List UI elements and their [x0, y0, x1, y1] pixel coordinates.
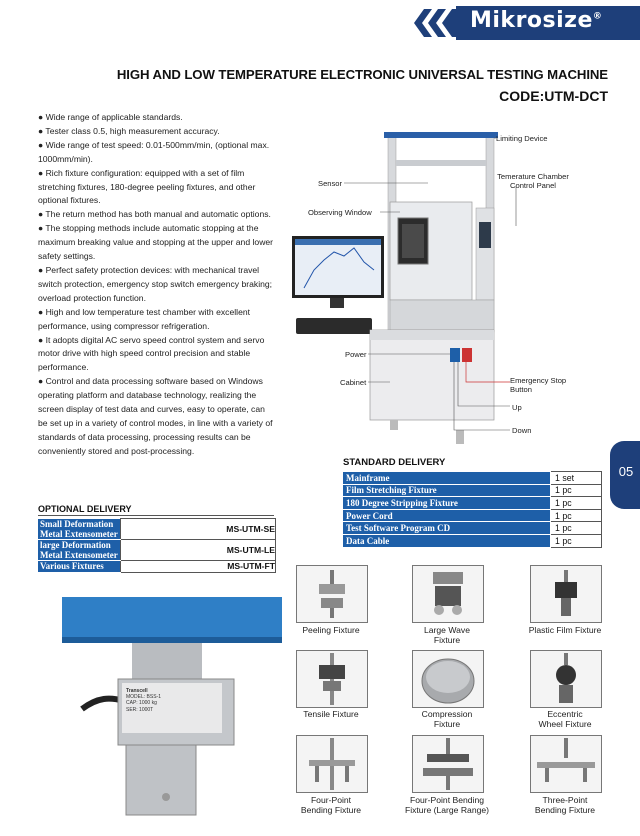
logo-chevrons [410, 6, 456, 40]
feature-item: ● Control and data processing software based on Windows operating platform and database technology, realizing the screen display of test data and curves, easy to operate, can be set up in a variety of control modes, in line with a variety of standards of data processing, processing results can be conveniently stored and post-processing. [38, 376, 273, 456]
standard-delivery-title: STANDARD DELIVERY [343, 457, 446, 468]
callout-lines [290, 120, 590, 440]
feature-item: ● Wide range of test speed: 0.01-500mm/min, (optional max. 1000mm/min). [38, 139, 270, 164]
fixture-label: Four-Point Bending Fixture (Large Range) [404, 795, 490, 815]
callout-power: Power [345, 350, 367, 359]
callout-observing-window: Observing Window [308, 208, 372, 217]
feature-item: ● The stopping methods include automatic stopping at the maximum breaking value and stopping at the upper and lower safety settings. [38, 223, 274, 262]
four-point-bending-fixture-image [296, 735, 368, 793]
fixture-label: Tensile Fixture [303, 709, 359, 719]
feature-list [38, 111, 274, 459]
fixture-label: Four-Point Bending Fixture [300, 795, 362, 815]
optional-delivery-title: OPTIONAL DELIVERY [38, 504, 132, 514]
table-row: Data Cable 1 pc [343, 534, 602, 547]
table-row: 180 Degree Stripping Fixture 1 pc [343, 497, 602, 510]
callout-cabinet: Cabinet [340, 378, 367, 387]
product-code: CODE:UTM-DCT [499, 88, 608, 104]
callout-emergency-stop: Emergency Stop Button [510, 376, 567, 394]
sensor-label: Transcell MODEL: BSS-1 CAP: 1000 kg SER: 1000T [126, 688, 162, 713]
feature-item: ● The return method has both manual and automatic options. [38, 209, 271, 220]
feature-item: ● It adopts digital AC servo speed control system and servo motor drive with high speed control precision and stable performance. [38, 334, 265, 373]
callout-chamber-panel: Temerature Chamber Control Panel [497, 172, 569, 190]
page-number: 05 [618, 464, 634, 479]
load-cell-sensor-image [62, 597, 282, 822]
plastic-film-fixture-image [530, 565, 602, 623]
fixture-label: Compression Fixture [421, 709, 473, 729]
callout-sensor: Sensor [318, 179, 343, 188]
fixture-label: Plastic Film Fixture [528, 625, 602, 635]
divider [38, 515, 274, 516]
callout-down: Down [512, 426, 532, 435]
four-point-bending-large-fixture-image [412, 735, 484, 793]
fixture-label: Three-Point Bending Fixture [534, 795, 596, 815]
fixture-label: Peeling Fixture [302, 625, 360, 635]
standard-delivery-table [342, 471, 602, 548]
tensile-fixture-image [296, 650, 368, 708]
table-row: Mainframe 1 set [343, 472, 602, 485]
fixture-label: Large Wave Fixture [423, 625, 470, 645]
table-row: Test Software Program CD 1 pc [343, 522, 602, 535]
compression-fixture-image [412, 650, 484, 708]
feature-item: ● Perfect safety protection devices: with mechanical travel switch protection, emergency stop switch emergency braking; overload protection function. [38, 264, 273, 303]
table-row: Various Fixtures MS-UTM-FT [40, 561, 275, 572]
brand-logo: Mikrosize® [470, 8, 603, 33]
peeling-fixture-image [296, 565, 368, 623]
optional-delivery-table [38, 518, 276, 573]
page-title: HIGH AND LOW TEMPERATURE ELECTRONIC UNIVERSAL TESTING MACHINE [116, 67, 608, 82]
fixture-label: Eccentric Wheel Fixture [538, 709, 592, 729]
table-row: Power Cord 1 pc [343, 509, 602, 522]
callout-limiting-device: Limiting Device [496, 134, 548, 143]
table-row: Film Stretching Fixture 1 pc [343, 484, 602, 497]
eccentric-wheel-fixture-image [530, 650, 602, 708]
feature-item: ● Rich fixture configuration: equipped with a set of film stretching fixtures, 180-degree peeling fixtures, and other optional fixtures. [38, 167, 256, 206]
feature-item: ● Tester class 0.5, high measurement accuracy. [38, 125, 220, 136]
table-row: Small Deformation Metal Extensometer MS-UTM-SE [40, 518, 275, 539]
table-row: large Deformation Metal Extensometer MS-UTM-LE [40, 539, 275, 560]
three-point-bending-fixture-image [530, 735, 602, 793]
feature-item: ● High and low temperature test chamber with excellent performance, using compressor refrigeration. [38, 306, 251, 331]
callout-up: Up [512, 403, 522, 412]
large-wave-fixture-image [412, 565, 484, 623]
feature-item: ● Wide range of applicable standards. [38, 112, 183, 122]
